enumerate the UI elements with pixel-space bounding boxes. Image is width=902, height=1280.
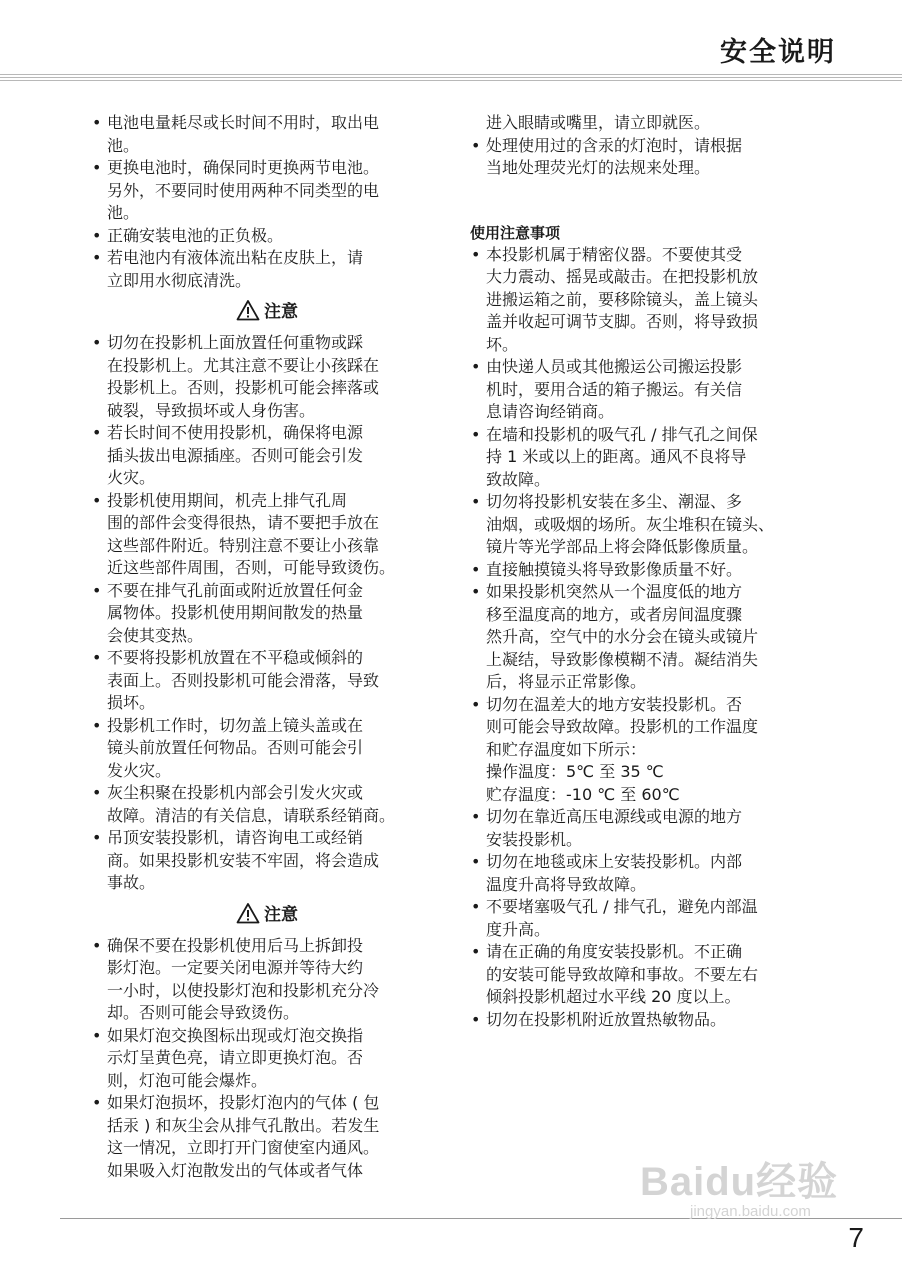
list-item-line: 会使其变热。 (107, 625, 204, 645)
list-item-line: 损坏。 (107, 693, 156, 712)
right-column (470, 112, 814, 1031)
list-item-line: • 正确安装电池的正负极。 (107, 225, 284, 245)
list-item (470, 851, 814, 896)
page-title: 安全说明 (720, 37, 836, 68)
list-item-line: 则可能会导致故障。投影机的工作温度 (486, 717, 759, 736)
list-item-line: 镜片等光学部品上将会降低影像质量。 (486, 537, 759, 556)
warning-icon (236, 902, 260, 924)
list-item-line: 这一情况，立即打开门窗使室内通风。 (107, 1138, 380, 1157)
list-item-line: • 投影机工作时，切勿盖上镜头盖或在 (107, 715, 364, 735)
list-item-line: 则，灯泡可能会爆炸。 (107, 1070, 268, 1090)
list-item-line: • 如果灯泡损坏，投影灯泡内的气体 ( 包 (107, 1093, 380, 1112)
list-item-line: • 如果灯泡交换图标出现或灯泡交换指 (107, 1025, 364, 1045)
list-item-line: 进搬运箱之前，要移除镜头，盖上镜头 (486, 289, 759, 309)
list-item (470, 941, 814, 1009)
list-item (470, 1009, 814, 1032)
list-item-line: 火灾。 (107, 468, 156, 487)
list-item-line: 坏。 (486, 334, 519, 354)
lamp-disposal-list (470, 135, 814, 180)
list-item-line: 事故。 (107, 873, 156, 892)
list-item-line: • 确保不要在投影机使用后马上拆卸投 (107, 935, 364, 955)
list-item-line: 移至温度高的地方，或者房间温度骤 (486, 604, 743, 624)
list-item-line: 故障。清洁的有关信息，请联系经销商。 (107, 805, 396, 825)
list-item-line: • 投影机使用期间，机壳上排气孔周 (107, 490, 348, 510)
list-item-line: 却。否则可能会导致烫伤。 (107, 1003, 300, 1022)
list-item-line: 大力震动、摇晃或敲击。在把投影机放 (486, 267, 759, 286)
list-item-line: 安装投影机。 (486, 829, 583, 849)
list-item-line: • 更换电池时，确保同时更换两节电池。 (107, 158, 380, 177)
list-item (91, 225, 443, 248)
list-item (470, 896, 814, 941)
list-item-line: 和贮存温度如下所示： (486, 739, 647, 759)
list-item-line: • 在墙和投影机的吸气孔 / 排气孔之间保 (486, 424, 758, 444)
list-item-line: 当地处理荧光灯的法规来处理。 (486, 158, 711, 177)
list-item-line: • 切勿在地毯或床上安装投影机。内部 (486, 852, 743, 871)
caution-label: 注意 (264, 904, 298, 925)
list-item-line: • 若电池内有液体流出粘在皮肤上，请 (107, 248, 364, 267)
left-column (91, 112, 443, 1182)
list-item-line: 另外，不要同时使用两种不同类型的电 (107, 180, 380, 200)
list-item-line: 池。 (107, 203, 140, 222)
list-item-line: 然升高，空气中的水分会在镜头或镜片 (486, 627, 759, 646)
list-item-line: 这些部件附近。特别注意不要让小孩靠 (107, 535, 380, 555)
baidu-watermark (640, 1150, 840, 1240)
list-item-line: 在投影机上。尤其注意不要让小孩踩在 (107, 355, 380, 375)
watermark-url: jingyan.baidu.com (690, 1203, 811, 1220)
list-item (470, 491, 814, 559)
list-item-line: • 切勿在靠近高压电源线或电源的地方 (486, 807, 743, 826)
list-item (470, 806, 814, 851)
list-item-line: 后，将显示正常影像。 (486, 672, 647, 691)
list-item-line: 池。 (107, 135, 140, 155)
list-item-line: • 本投影机属于精密仪器。不要使其受 (486, 244, 743, 264)
list-item-line: • 切勿将投影机安装在多尘、潮湿、多 (486, 492, 743, 511)
list-item-line: • 灰尘积聚在投影机内部会引发火灾或 (107, 783, 364, 802)
list-item (470, 694, 814, 807)
list-item-line: 如果吸入灯泡散发出的气体或者气体 (107, 1160, 364, 1180)
usage-list (470, 244, 814, 1032)
caution-heading-2 (91, 897, 443, 933)
list-item (91, 827, 443, 895)
list-item-line: • 切勿在投影机上面放置任何重物或踩 (107, 333, 364, 352)
list-item-line: 发火灾。 (107, 760, 172, 780)
list-item-line: • 处理使用过的含汞的灯泡时，请根据 (486, 135, 743, 155)
list-item-line: 属物体。投影机使用期间散发的热量 (107, 603, 364, 622)
usage-heading: 使用注意事项 (470, 223, 561, 242)
list-item (470, 244, 814, 357)
list-item (470, 356, 814, 424)
list-item (91, 782, 443, 827)
list-item-line: • 由快递人员或其他搬运公司搬运投影 (486, 357, 743, 376)
list-item-line: 示灯呈黄色亮，请立即更换灯泡。否 (107, 1048, 364, 1067)
list-item-line: 括汞 ) 和灰尘会从排气孔散出。若发生 (107, 1115, 380, 1135)
list-item-line: 油烟，或吸烟的场所。灰尘堆积在镜头、 (486, 514, 775, 534)
list-item-line: 一小时，以使投影灯泡和投影机充分冷 (107, 980, 380, 1000)
list-item-line: 围的部件会变得很热，请不要把手放在 (107, 513, 380, 532)
list-item (91, 580, 443, 648)
list-item-line: 投影机上。否则，投影机可能会摔落或 (107, 378, 380, 397)
list-item-line: 镜头前放置任何物品。否则可能会引 (107, 738, 364, 757)
list-item-line: 倾斜投影机超过水平线 20 度以上。 (486, 987, 741, 1006)
list-item-line: 表面上。否则投影机可能会滑落，导致 (107, 670, 380, 690)
list-item-line: 息请咨询经销商。 (486, 402, 615, 421)
list-item-line: 上凝结，导致影像模糊不清。凝结消失 (486, 649, 759, 669)
list-item-line: 温度升高将导致故障。 (486, 874, 647, 894)
list-item-line: • 不要堵塞吸气孔 / 排气孔，避免内部温 (486, 897, 758, 916)
list-item (470, 581, 814, 694)
list-item-line: 插头拔出电源插座。否则可能会引发 (107, 445, 364, 465)
list-item (91, 332, 443, 422)
list-item (91, 1092, 443, 1182)
list-item-line: 的安装可能导致故障和事故。不要左右 (486, 964, 759, 984)
list-item (470, 559, 814, 582)
list-item-line: 盖并收起可调节支脚。否则，将导致损 (486, 312, 759, 331)
header-rule (0, 74, 902, 84)
continued-text: 进入眼睛或嘴里，请立即就医。 (486, 113, 711, 132)
list-item-line: • 不要将投影机放置在不平稳或倾斜的 (107, 648, 364, 667)
list-item-line: • 如果投影机突然从一个温度低的地方 (486, 582, 743, 601)
list-item-line: • 直接触摸镜头将导致影像质量不好。 (486, 559, 743, 579)
warning-icon (236, 299, 260, 321)
list-item (91, 422, 443, 490)
list-item (91, 1025, 443, 1093)
list-item-line: 商。如果投影机安装不牢固，将会造成 (107, 850, 380, 870)
list-item-line: 度升高。 (486, 919, 551, 939)
list-item (91, 647, 443, 715)
list-item-line: • 请在正确的角度安装投影机。不正确 (486, 942, 743, 961)
caution-heading-1 (91, 294, 443, 330)
list-item-line: 贮存温度：-10 ℃ 至 60℃ (486, 784, 680, 804)
battery-list (91, 112, 443, 292)
list-item (470, 135, 814, 180)
list-item-line: • 电池电量耗尽或长时间不用时，取出电 (107, 113, 380, 132)
list-item-line: 破裂，导致损坏或人身伤害。 (107, 400, 316, 420)
list-item-line: • 切勿在投影机附近放置热敏物品。 (486, 1009, 727, 1029)
list-item-line: 近这些部件周围，否则，可能导致烫伤。 (107, 558, 396, 577)
page-number: 7 (848, 1222, 864, 1253)
list-item-line: 立即用水彻底清洗。 (107, 270, 252, 290)
list-item-line: 致故障。 (486, 469, 551, 489)
list-item (91, 157, 443, 225)
list-item-line: 操作温度：5℃ 至 35 ℃ (486, 762, 664, 781)
list-item-line: • 切勿在温差大的地方安装投影机。否 (486, 694, 743, 714)
list-item (91, 935, 443, 1025)
list-item-line: • 不要在排气孔前面或附近放置任何金 (107, 580, 364, 600)
caution-label: 注意 (264, 302, 298, 322)
list-item (91, 715, 443, 783)
caution-list-1 (91, 332, 443, 895)
list-item-line: 机时，要用合适的箱子搬运。有关信 (486, 379, 743, 399)
list-item (91, 112, 443, 157)
list-item-line: • 吊顶安装投影机，请咨询电工或经销 (107, 828, 364, 847)
list-item-line: 持 1 米或以上的距离。通风不良将导 (486, 447, 747, 466)
list-item-line: • 若长时间不使用投影机，确保将电源 (107, 423, 364, 442)
list-item (91, 490, 443, 580)
caution-list-2 (91, 935, 443, 1183)
list-item-line: 影灯泡。一定要关闭电源并等待大约 (107, 958, 364, 977)
list-item (470, 424, 814, 492)
list-item (91, 247, 443, 292)
watermark-logo: Baidu经验 (640, 1160, 839, 1204)
